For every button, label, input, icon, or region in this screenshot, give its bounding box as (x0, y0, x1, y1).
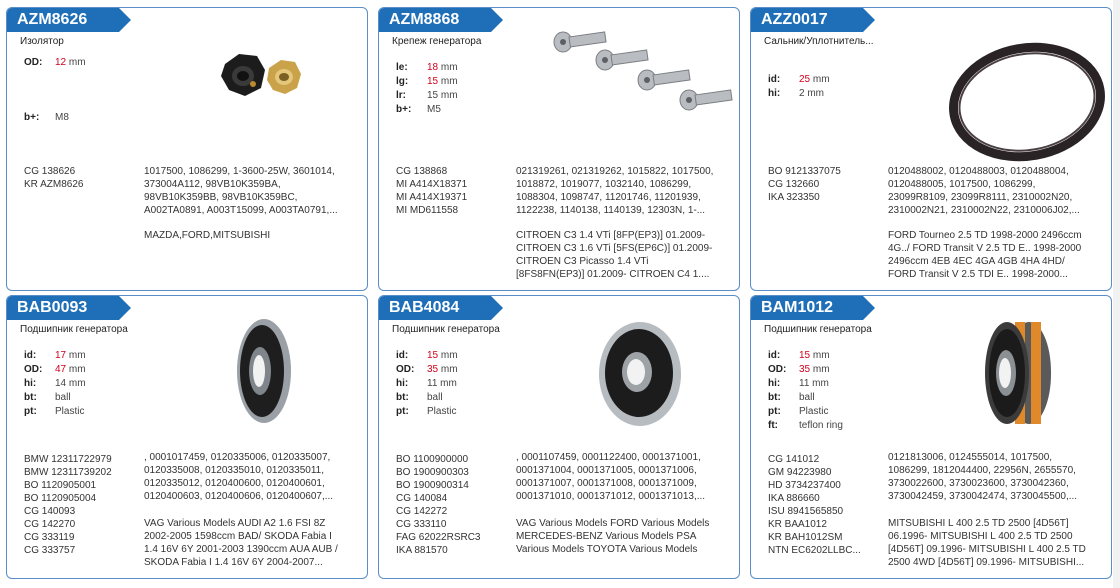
spec-list (396, 349, 458, 419)
spec-key: bt: (768, 392, 781, 403)
application-line: FORD Tourneo 2.5 TD 1998-2000 2496ccm (888, 230, 1082, 241)
product-category: Изолятор (20, 36, 64, 47)
spec-value: 15 (427, 350, 439, 361)
product-card-bab0093[interactable] (6, 295, 368, 579)
spec-unit: mm (440, 62, 458, 73)
spec-value: 18 (427, 62, 439, 73)
cross-code: KR BAA1012 (768, 519, 827, 530)
applications (144, 517, 359, 569)
oe-references (144, 451, 354, 503)
oe-reference-line: 0120488002, 0120488003, 0120488004, (888, 166, 1069, 177)
bolts-image (549, 26, 739, 126)
application-line: MAZDA,FORD,MITSUBISHI (144, 230, 271, 241)
oe-references (888, 451, 1098, 503)
product-code[interactable]: AZM8868 (379, 8, 491, 32)
application-line: VAG Various Models FORD Various Models (516, 518, 710, 529)
application-line: CITROEN C3 1.6 VTi [5FS(EP6C)] 01.2009- (516, 243, 713, 254)
oe-reference-line: , 0001107459, 0001122400, 0001371001, (516, 452, 701, 463)
application-line: [4D56T] 09.1996- MITSUBISHI L 400 2.5 TD (888, 544, 1086, 555)
spec-key: id: (768, 74, 781, 85)
spec-key: OD: (24, 57, 43, 68)
spec-row (768, 363, 843, 377)
spec-unit: mm (68, 378, 86, 389)
product-card-azm8868[interactable] (378, 7, 740, 291)
applications (888, 517, 1103, 569)
oe-reference-line: 0001371007, 0001371008, 0001371009, (516, 478, 697, 489)
product-category: Подшипник генератора (20, 324, 128, 335)
cross-codes (396, 453, 504, 557)
application-line: FORD Transit V 2.5 TDI E.. 1998-2000... (888, 269, 1068, 280)
product-category: Подшипник генератора (392, 324, 500, 335)
oe-reference-line: 373004A112, 98VB10K359BA, (144, 179, 281, 190)
application-line: 1.4 16V 6Y 2001-2003 1390ccm AUA AUB / (144, 544, 338, 555)
spec-value: Plastic (799, 406, 829, 417)
cross-code: MI MD611558 (396, 205, 459, 216)
cross-code: CG 132660 (768, 179, 820, 190)
seal-ring-image (939, 36, 1109, 166)
cross-code: ISU 8941565850 (768, 506, 844, 517)
spec-row (24, 377, 86, 391)
spec-row (396, 363, 458, 377)
spec-row (24, 56, 86, 70)
application-line: MERCEDES-BENZ Various Models PSA (516, 531, 697, 542)
spec-value: 17 (55, 350, 67, 361)
spec-value: 47 (55, 364, 67, 375)
spec-value: 15 (427, 76, 439, 87)
cross-code: IKA 886660 (768, 493, 820, 504)
spec-value: 15 (427, 90, 439, 101)
cross-codes (396, 165, 504, 217)
spec-row (24, 405, 86, 419)
product-card-bab4084[interactable] (378, 295, 740, 579)
applications (144, 229, 359, 242)
spec-value: Plastic (55, 406, 85, 417)
spec-key: hi: (768, 88, 781, 99)
oe-reference-line: 0120488005, 1017500, 1086299, (888, 179, 1036, 190)
cross-code: CG 333119 (24, 532, 75, 543)
cross-code: CG 138626 (24, 166, 76, 177)
product-card-azz0017[interactable] (750, 7, 1112, 291)
cross-code: FAG 62022RSRC3 (396, 532, 481, 543)
oe-reference-line: 98VB10K359BB, 98VB10K359BC, (144, 192, 298, 203)
oe-references (144, 165, 354, 217)
oe-reference-line: 0120400603, 0120400606, 0120400607,... (144, 491, 334, 502)
application-line: SKODA Fabia I 1.4 16V 6Y 2004-2007... (144, 557, 323, 568)
spec-unit: mm (807, 88, 825, 99)
application-line: MITSUBISHI L 400 2.5 TD 2500 [4D56T] (888, 518, 1069, 529)
cross-code: KR BAH1012SM (768, 532, 843, 543)
cross-code: CG 333757 (24, 545, 76, 556)
spec-row (396, 89, 458, 103)
spec-value: 14 (55, 378, 67, 389)
cross-code: BO 1120905004 (24, 493, 97, 504)
spec-row (768, 391, 843, 405)
spec-list (24, 56, 86, 70)
spec-key: le: (396, 62, 408, 73)
spec-unit: mm (440, 378, 457, 389)
oe-reference-line: 1017500, 1086299, 1-3600-25W, 3601014, (144, 166, 335, 177)
insulator-nut-image (215, 48, 307, 110)
spec-unit: mm (440, 364, 458, 375)
spec-value: ball (799, 392, 815, 403)
spec-row (768, 419, 843, 433)
spec-unit: mm (812, 350, 830, 361)
spec-unit: mm (440, 350, 458, 361)
cross-code: MI A414X19371 (396, 192, 468, 203)
spec-key: hi: (396, 378, 409, 389)
oe-reference-line: 1018872, 1019077, 1032140, 1086299, (516, 179, 692, 190)
product-code[interactable]: BAB4084 (379, 296, 491, 320)
product-code[interactable]: BAM1012 (751, 296, 863, 320)
spec-key: pt: (396, 406, 409, 417)
spec-value: ball (427, 392, 443, 403)
cross-code: CG 141012 (768, 454, 820, 465)
spec-key: hi: (768, 378, 781, 389)
spec-unit: mm (68, 57, 86, 68)
cross-code: IKA 323350 (768, 192, 820, 203)
spec-key: OD: (768, 364, 787, 375)
spec-value: 2 (799, 88, 805, 99)
oe-references (516, 165, 726, 217)
spec-unit: mm (68, 350, 86, 361)
oe-reference-line: 021319261, 021319262, 1015822, 1017500, (516, 166, 714, 177)
application-line: 2002-2005 1598ccm BAD/ SKODA Fabia I (144, 531, 332, 542)
spec-row (768, 73, 830, 87)
spec-unit: mm (440, 90, 458, 101)
spec-value: 11 (427, 378, 438, 389)
application-line: [8FS8FN(EP3)] 01.2009- CITROEN C4 1.... (516, 269, 710, 280)
cross-code: NTN EC6202LLBC... (768, 545, 861, 556)
bearing-image (593, 314, 687, 432)
product-code[interactable]: BAB0093 (7, 296, 119, 320)
application-line: VAG Various Models AUDI A2 1.6 FSI 8Z (144, 518, 326, 529)
spec-key: pt: (768, 406, 781, 417)
oe-reference-line: 0001371004, 0001371005, 0001371006, (516, 465, 697, 476)
cross-code: CG 142272 (396, 506, 448, 517)
cross-code: BO 1120905001 (24, 480, 97, 491)
spec-value: teflon ring (799, 420, 843, 431)
applications (888, 229, 1103, 281)
application-line: 2500 4WD [4D56T] 09.1996- MITSUBISHI... (888, 557, 1085, 568)
spec-row (24, 349, 86, 363)
spec-key: id: (396, 350, 409, 361)
bearing-image (229, 312, 299, 430)
oe-reference-line: 23099R8109, 23099R8111, 2310002N20, (888, 192, 1073, 203)
spec-key: b+: (396, 104, 412, 115)
product-card-azm8626[interactable] (6, 7, 368, 291)
spec-list (768, 73, 830, 101)
spec-row (396, 61, 458, 75)
cross-codes (768, 453, 876, 557)
cross-code: GM 94223980 (768, 467, 832, 478)
cross-code: BO 1900900314 (396, 480, 469, 491)
applications (516, 517, 731, 556)
spec-row (768, 349, 843, 363)
spec-unit: mm (812, 364, 830, 375)
cross-code: HD 3734237400 (768, 480, 841, 491)
spec-key: id: (768, 350, 781, 361)
product-category: Подшипник генератора (764, 324, 872, 335)
spec-list (24, 349, 86, 419)
spec-list (396, 61, 458, 117)
application-line: CITROEN C3 1.4 VTi [8FP(EP3)] 01.2009- (516, 230, 706, 241)
cross-code: BMW 12311722979 (24, 454, 112, 465)
spec-key: lr: (396, 90, 406, 101)
spec-key: ft: (768, 420, 778, 431)
spec-row (24, 111, 69, 125)
cross-codes (24, 453, 132, 557)
application-line: 4G../ FORD Transit V 2.5 TD E.. 1998-2000 (888, 243, 1082, 254)
spec-value: M8 (55, 112, 69, 123)
spec-unit: mm (812, 378, 829, 389)
cross-code: CG 333110 (396, 519, 447, 530)
spec-value: 11 (799, 378, 810, 389)
cross-code: MI A414X18371 (396, 179, 468, 190)
spec-row (768, 377, 843, 391)
cross-code: KR AZM8626 (24, 179, 84, 190)
cross-code: BO 9121337075 (768, 166, 841, 177)
spec-value: Plastic (427, 406, 457, 417)
oe-reference-line: , 0001017459, 0120335006, 0120335007, (144, 452, 331, 463)
spec-value: 35 (799, 364, 811, 375)
spec-key: hi: (24, 378, 37, 389)
application-line: 06.1996- MITSUBISHI L 400 2.5 TD 2500 (888, 531, 1073, 542)
oe-reference-line: 0120335012, 0120400600, 0120400601, (144, 478, 325, 489)
spec-row (396, 377, 458, 391)
cross-code: IKA 881570 (396, 545, 448, 556)
oe-reference-line: 1088304, 1098747, 11201746, 11201939, (516, 192, 701, 203)
spec-value: 15 (799, 350, 811, 361)
cross-codes (24, 165, 132, 191)
spec-list (768, 349, 843, 433)
spec-value: 25 (799, 74, 811, 85)
oe-references (888, 165, 1098, 217)
oe-reference-line: 0120335008, 0120335010, 0120335011, (144, 465, 324, 476)
spec-key: OD: (396, 364, 415, 375)
application-line: Various Models TOYOTA Various Models (516, 544, 698, 555)
spec-key: lg: (396, 76, 409, 87)
oe-reference-line: 1086299, 1812044400, 22956N, 2655570, (888, 465, 1076, 476)
application-line: CITROEN C3 Picasso 1.4 VTi (516, 256, 649, 267)
spec-row (396, 75, 458, 89)
spec-list-extra (24, 111, 69, 125)
cross-code: BO 1100900000 (396, 454, 469, 465)
spec-key: pt: (24, 406, 37, 417)
spec-row (768, 87, 830, 101)
product-category: Сальник/Уплотнитель... (764, 36, 874, 47)
spec-key: b+: (24, 112, 40, 123)
cross-code: CG 140093 (24, 506, 76, 517)
oe-reference-line: 1122238, 1140138, 1140139, 12303N, 1-... (516, 205, 706, 216)
oe-reference-line: A002TA0891, A003T15099, A003TA0791,... (144, 205, 338, 216)
spec-row (24, 363, 86, 377)
spec-unit: mm (440, 76, 458, 87)
product-code[interactable]: AZM8626 (7, 8, 119, 32)
spec-value: ball (55, 392, 71, 403)
spec-value: M5 (427, 104, 441, 115)
cross-codes (768, 165, 876, 204)
oe-reference-line: 3730022600, 3730023600, 3730042360, (888, 478, 1069, 489)
product-code[interactable]: AZZ0017 (751, 8, 863, 32)
cross-code: CG 142270 (24, 519, 76, 530)
spec-value: 12 (55, 57, 67, 68)
spec-value: 35 (427, 364, 439, 375)
application-line: 2496ccm 4EB 4EC 4GA 4GB 4HA 4HD/ (888, 256, 1065, 267)
oe-reference-line: 3730042459, 3730042474, 3730045500,... (888, 491, 1078, 502)
spec-row (396, 405, 458, 419)
product-card-bam1012[interactable] (750, 295, 1112, 579)
spec-row (396, 349, 458, 363)
spec-key: bt: (24, 392, 37, 403)
spec-row (396, 391, 458, 405)
spec-row (396, 103, 458, 117)
bearing-teflon-ring-image (977, 314, 1067, 432)
spec-row (24, 391, 86, 405)
oe-reference-line: 2310002N21, 2310002N22, 2310006J02,... (888, 205, 1080, 216)
spec-key: bt: (396, 392, 409, 403)
cross-code: CG 138868 (396, 166, 448, 177)
oe-reference-line: 0001371010, 0001371012, 0001371013,... (516, 491, 706, 502)
cross-code: CG 140084 (396, 493, 448, 504)
page-scrollbar[interactable] (1113, 0, 1120, 588)
spec-key: id: (24, 350, 37, 361)
oe-reference-line: 0121813006, 0124555014, 1017500, (888, 452, 1053, 463)
spec-row (768, 405, 843, 419)
cross-code: BO 1900900303 (396, 467, 469, 478)
applications (516, 229, 731, 281)
cross-code: BMW 12311739202 (24, 467, 112, 478)
spec-unit: mm (812, 74, 830, 85)
spec-unit: mm (68, 364, 86, 375)
oe-references (516, 451, 726, 503)
spec-key: OD: (24, 364, 43, 375)
product-category: Крепеж генератора (392, 36, 482, 47)
